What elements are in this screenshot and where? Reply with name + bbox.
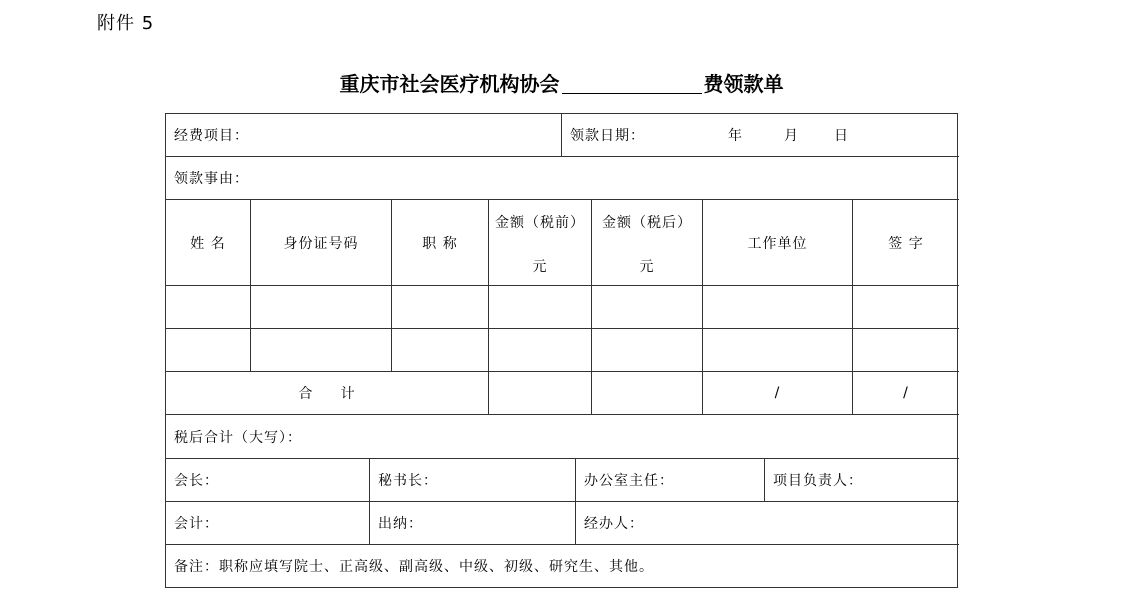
total-work-unit-slash: / <box>774 385 781 401</box>
cashier-label: 出纳： <box>378 516 423 532</box>
header-pre-tax-line1: 金额（税前） <box>495 215 585 231</box>
table-cell[interactable] <box>853 286 959 329</box>
total-signature-cell <box>853 372 959 415</box>
payment-date-cell[interactable] <box>562 114 959 157</box>
expense-project-cell[interactable] <box>166 114 562 157</box>
total-signature-slash: / <box>903 385 909 401</box>
remark-text: 备注：职称应填写院士、正高级、副高级、中级、初级、研究生、其他。 <box>174 559 654 575</box>
president-label: 会长： <box>174 473 219 489</box>
total-work-unit-cell <box>703 372 853 415</box>
form-title <box>0 68 1123 97</box>
table-cell[interactable] <box>592 329 703 372</box>
table-cell[interactable] <box>166 286 251 329</box>
total-label-cell <box>166 372 489 415</box>
accountant-label: 会计： <box>174 516 219 532</box>
header-post-tax-line2: 元 <box>639 259 655 275</box>
table-cell[interactable] <box>251 286 392 329</box>
header-pre-tax <box>489 200 592 286</box>
payment-date-label: 领款日期： <box>570 128 645 144</box>
secretary-general-label: 秘书长： <box>378 473 438 489</box>
accountant-cell[interactable] <box>166 502 370 545</box>
handler-label: 经办人： <box>584 516 644 532</box>
header-pre-tax-line2: 元 <box>532 259 548 275</box>
remark-cell <box>166 545 959 587</box>
title-prefix: 重庆市社会医疗机构协会 <box>339 72 560 96</box>
office-director-label: 办公室主任： <box>584 473 674 489</box>
title-blank-field[interactable] <box>562 72 702 94</box>
date-year-label: 年 <box>728 128 743 144</box>
table-cell[interactable] <box>251 329 392 372</box>
attachment-label: 附件 5 <box>97 13 155 34</box>
header-title <box>392 200 489 286</box>
header-title-label: 职 称 <box>422 235 458 252</box>
expense-project-label: 经费项目： <box>174 128 249 144</box>
table-cell[interactable] <box>392 329 489 372</box>
header-post-tax <box>592 200 703 286</box>
header-post-tax-line1: 金额（税后） <box>602 215 692 231</box>
after-tax-total-label: 税后合计（大写）： <box>174 429 302 446</box>
table-cell[interactable] <box>703 329 853 372</box>
header-name <box>166 200 251 286</box>
table-cell[interactable] <box>489 286 592 329</box>
header-signature-label: 签 字 <box>888 235 924 252</box>
date-day-label: 日 <box>834 128 849 144</box>
project-lead-cell[interactable] <box>765 459 959 502</box>
header-work-unit <box>703 200 853 286</box>
table-cell[interactable] <box>489 329 592 372</box>
president-cell[interactable] <box>166 459 370 502</box>
cashier-cell[interactable] <box>370 502 576 545</box>
total-post-tax-cell[interactable] <box>592 372 703 415</box>
payment-form-table <box>165 113 958 588</box>
table-cell[interactable] <box>592 286 703 329</box>
table-cell[interactable] <box>703 286 853 329</box>
header-signature <box>853 200 959 286</box>
table-cell[interactable] <box>392 286 489 329</box>
header-work-unit-label: 工作单位 <box>747 235 808 252</box>
payment-reason-label: 领款事由： <box>174 171 249 187</box>
handler-cell[interactable] <box>576 502 959 545</box>
office-director-cell[interactable] <box>576 459 765 502</box>
after-tax-total-cell[interactable] <box>166 415 959 459</box>
total-label: 合 计 <box>298 386 356 402</box>
secretary-general-cell[interactable] <box>370 459 576 502</box>
title-suffix: 费领款单 <box>703 72 784 96</box>
project-lead-label: 项目负责人： <box>773 473 863 489</box>
header-id-number <box>251 200 392 286</box>
header-name-label: 姓 名 <box>190 235 226 252</box>
date-month-label: 月 <box>784 128 799 144</box>
payment-reason-cell[interactable] <box>166 157 959 200</box>
total-pre-tax-cell[interactable] <box>489 372 592 415</box>
header-id-number-label: 身份证号码 <box>283 235 359 252</box>
table-cell[interactable] <box>166 329 251 372</box>
table-cell[interactable] <box>853 329 959 372</box>
